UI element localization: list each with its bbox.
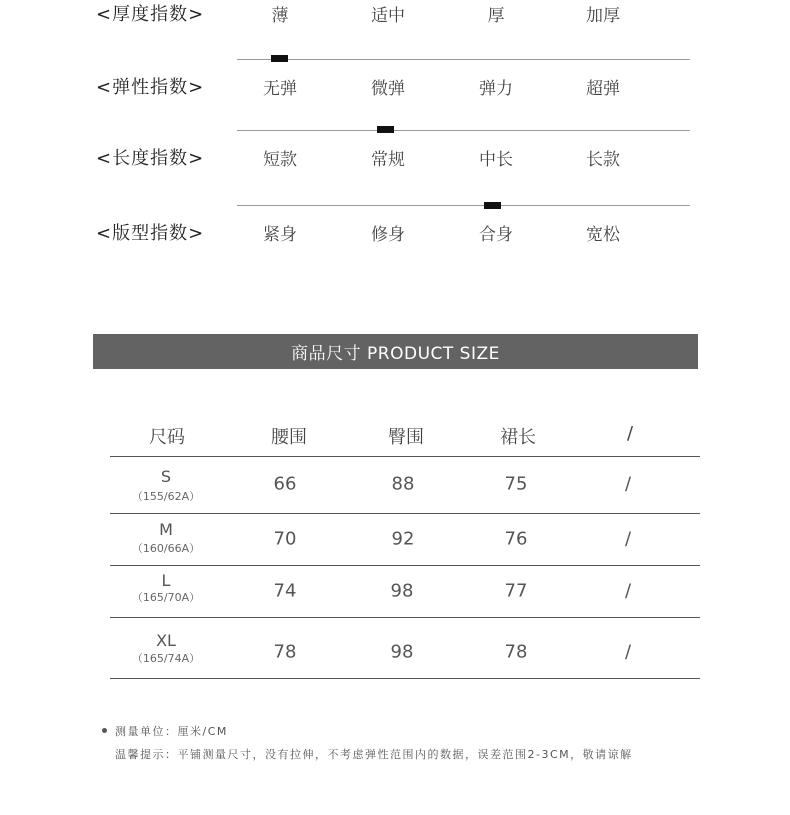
header-length: 裙长 xyxy=(500,427,536,448)
table-divider xyxy=(110,456,700,457)
header-size: 尺码 xyxy=(149,427,185,448)
measurement-unit-note: 测量单位：厘米/CM xyxy=(115,725,228,738)
size-standard: （165/70A） xyxy=(131,591,201,604)
length-value: 75 xyxy=(504,473,528,495)
size-code: S xyxy=(160,467,172,486)
fit-option: 宽松 xyxy=(586,225,620,245)
table-divider xyxy=(110,565,700,566)
thickness-option: 薄 xyxy=(271,6,289,26)
size-code: L xyxy=(161,571,171,590)
thickness-selected-marker xyxy=(271,55,288,62)
product-size-banner xyxy=(93,334,698,369)
size-standard: （155/62A） xyxy=(131,490,201,503)
length-option: 中长 xyxy=(479,150,513,170)
table-divider xyxy=(110,617,700,618)
fit-option: 合身 xyxy=(479,225,513,245)
header-extra: / xyxy=(626,423,634,444)
extra-value: / xyxy=(624,580,632,602)
extra-value: / xyxy=(624,641,632,663)
length-scale-line xyxy=(237,130,690,131)
table-divider xyxy=(110,513,700,514)
extra-value: / xyxy=(624,528,632,550)
table-divider xyxy=(110,678,700,679)
thickness-option: 厚 xyxy=(487,6,505,26)
banner-title: 商品尺寸 PRODUCT SIZE xyxy=(291,344,500,364)
length-value: 76 xyxy=(504,528,528,550)
size-standard: （165/74A） xyxy=(131,652,201,665)
size-standard: （160/66A） xyxy=(131,542,201,555)
elasticity-label: <弹性指数> xyxy=(96,77,205,98)
thickness-option: 加厚 xyxy=(586,6,620,26)
elasticity-option: 超弹 xyxy=(586,79,620,99)
fit-option: 紧身 xyxy=(263,225,297,245)
size-code: M xyxy=(159,520,173,539)
length-option: 短款 xyxy=(263,150,297,170)
length-value: 77 xyxy=(504,580,528,602)
thickness-label: <厚度指数> xyxy=(96,4,205,25)
hip-value: 98 xyxy=(390,641,414,663)
fit-option: 修身 xyxy=(371,225,405,245)
length-selected-marker xyxy=(484,202,501,209)
waist-value: 74 xyxy=(273,580,297,602)
thickness-option: 适中 xyxy=(371,6,405,26)
elasticity-selected-marker xyxy=(377,126,394,133)
elasticity-option: 微弹 xyxy=(371,79,405,99)
length-label: <长度指数> xyxy=(96,148,205,169)
waist-value: 70 xyxy=(273,528,297,550)
size-code: XL xyxy=(156,631,176,650)
elasticity-option: 无弹 xyxy=(263,79,297,99)
length-option: 长款 xyxy=(586,150,620,170)
length-option: 常规 xyxy=(371,150,405,170)
header-hip: 臀围 xyxy=(388,427,424,448)
waist-value: 66 xyxy=(273,473,297,495)
measurement-tip-note: 温馨提示：平铺测量尺寸，没有拉伸，不考虑弹性范围内的数据，误差范围2-3CM，敬请谅解 xyxy=(115,748,633,761)
fit-label: <版型指数> xyxy=(96,223,205,244)
length-value: 78 xyxy=(504,641,528,663)
hip-value: 88 xyxy=(391,473,415,495)
header-waist: 腰围 xyxy=(271,427,307,448)
hip-value: 98 xyxy=(390,580,414,602)
elasticity-scale-line xyxy=(237,59,690,60)
fit-scale-line xyxy=(237,205,690,206)
waist-value: 78 xyxy=(273,641,297,663)
bullet-dot-icon xyxy=(102,728,107,733)
elasticity-option: 弹力 xyxy=(479,79,513,99)
hip-value: 92 xyxy=(391,528,415,550)
extra-value: / xyxy=(624,473,632,495)
